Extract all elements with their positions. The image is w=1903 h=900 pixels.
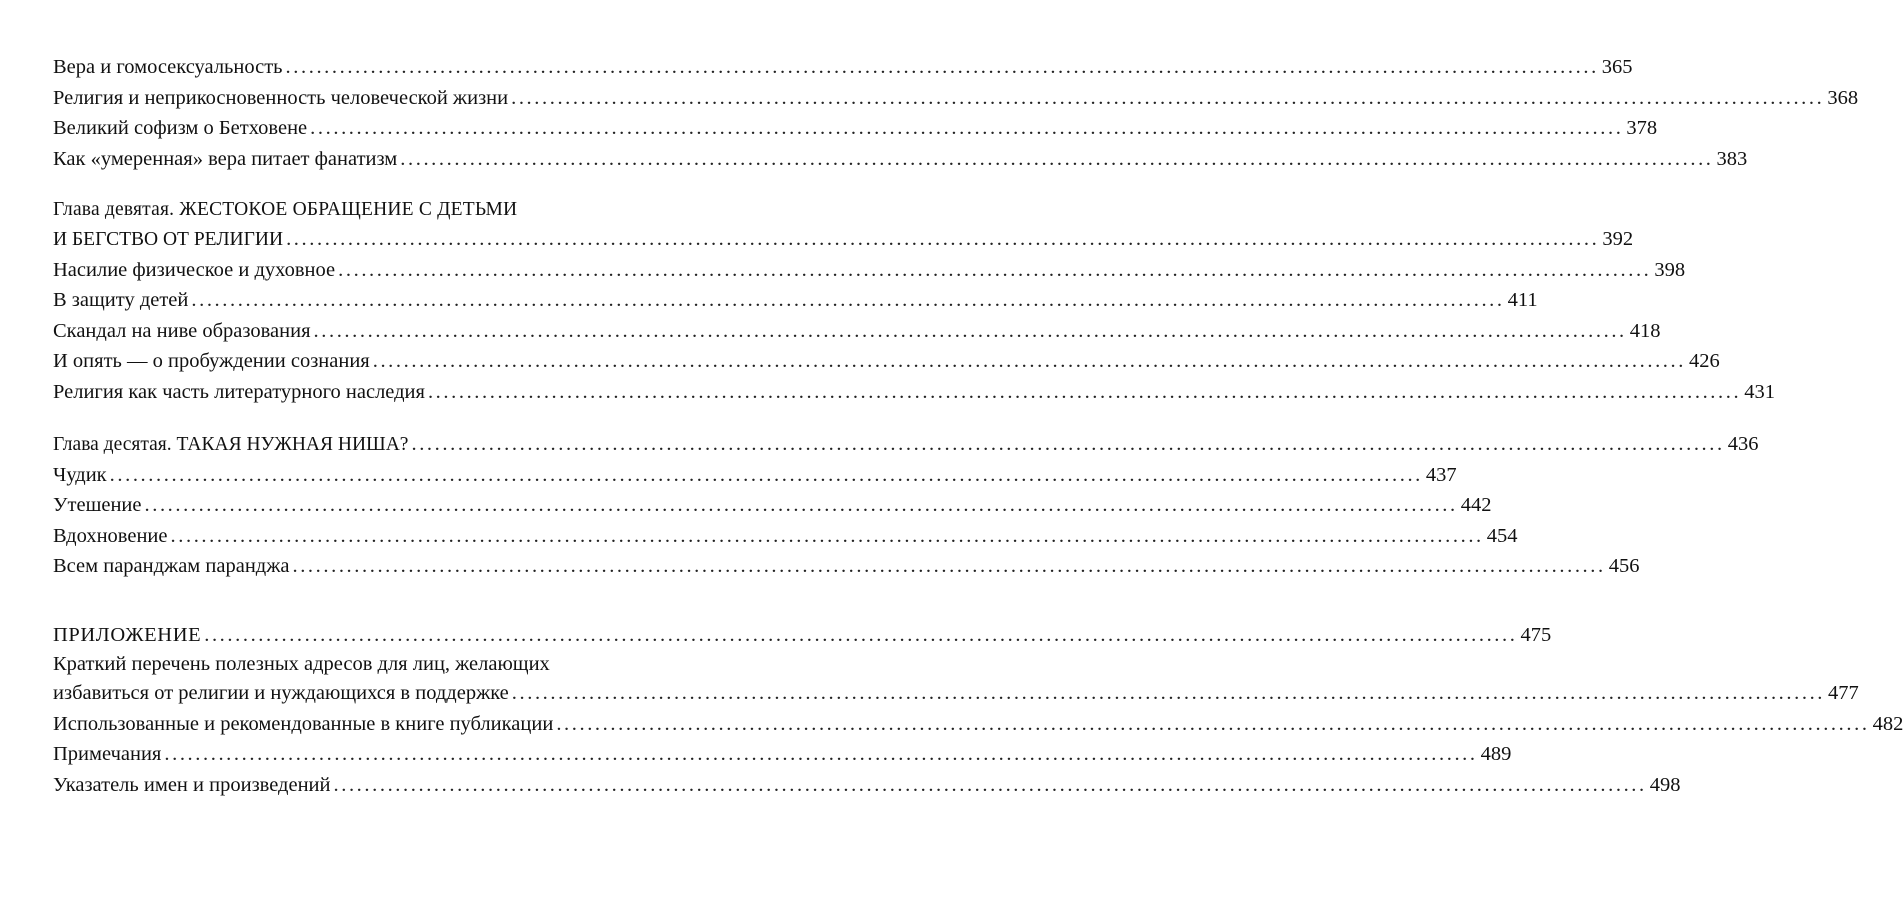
- toc-entry-title: Указатель имен и произведений: [53, 773, 331, 796]
- toc-entry-title: Чудик: [53, 463, 107, 486]
- chapter-page: 392: [1602, 228, 1634, 250]
- toc-entry-title: Религия и неприкосновенность человеческой жизни: [53, 86, 509, 109]
- toc-entry: [53, 377, 1775, 408]
- toc-entry-title: И опять — о пробуждении сознания: [53, 350, 370, 372]
- toc-entry: [53, 709, 1903, 740]
- toc-entry: [53, 770, 1681, 801]
- appendix-heading: [53, 620, 1552, 651]
- toc-entry-page: 456: [1608, 555, 1640, 577]
- dot-leader: [204, 620, 1517, 651]
- toc-entry: [53, 490, 1492, 521]
- dot-leader: [556, 709, 1869, 740]
- toc-entry-title: Вдохновение: [53, 524, 168, 547]
- table-of-contents: [53, 52, 1903, 800]
- toc-entry-title: Скандал на ниве образования: [53, 319, 311, 342]
- dot-leader: [511, 83, 1824, 114]
- dot-leader: [400, 144, 1713, 175]
- toc-entry-page: 411: [1507, 289, 1538, 311]
- dot-leader: [292, 551, 1605, 582]
- toc-entry-title: Как «умеренная» вера питает фанатизм: [53, 147, 398, 170]
- toc-entry-title: Насилие физическое и духовное: [53, 258, 336, 281]
- toc-entry-title: В защиту детей: [53, 289, 189, 311]
- toc-section-appendix: [53, 620, 1903, 801]
- toc-entry: [53, 285, 1538, 316]
- toc-entry: [53, 551, 1640, 582]
- chapter-heading-line-1: Глава девятая. ЖЕСТОКОЕ ОБРАЩЕНИЕ С ДЕТЬМИ: [53, 199, 518, 220]
- chapter-heading: [53, 196, 1634, 255]
- toc-entry: [53, 255, 1686, 286]
- dot-leader: [145, 490, 1458, 521]
- toc-section-chapter-9: [53, 196, 1775, 407]
- toc-entry-page: 489: [1480, 743, 1512, 765]
- dot-leader: [373, 346, 1686, 377]
- toc-entry: [53, 739, 1512, 770]
- dot-leader: [411, 429, 1724, 460]
- toc-entry-page: 368: [1827, 86, 1859, 109]
- dot-leader: [428, 377, 1741, 408]
- dot-leader: [164, 739, 1477, 770]
- toc-entry: [53, 144, 1748, 175]
- toc-entry-title: Примечания: [53, 743, 162, 765]
- dot-leader: [191, 285, 1504, 316]
- toc-entry-title: избавиться от религии и нуждающихся в поддержке: [53, 682, 509, 704]
- toc-entry: [53, 650, 1859, 709]
- appendix-heading-title: ПРИЛОЖЕНИЕ: [53, 623, 202, 646]
- toc-entry-page: 365: [1601, 56, 1633, 78]
- toc-entry-title: Религия как часть литературного наследия: [53, 380, 425, 403]
- dot-leader: [310, 113, 1623, 144]
- toc-entry: [53, 113, 1658, 144]
- toc-entry: [53, 316, 1661, 347]
- dot-leader: [338, 255, 1651, 286]
- dot-leader: [286, 224, 1599, 255]
- appendix-page: 475: [1520, 623, 1552, 646]
- toc-entry-page: 418: [1629, 319, 1661, 342]
- dot-leader: [512, 678, 1825, 709]
- toc-entry-title: Утешение: [53, 494, 142, 516]
- toc-entry-page: 437: [1425, 463, 1457, 486]
- toc-entry: [53, 521, 1518, 552]
- chapter-page: 436: [1727, 433, 1759, 455]
- toc-entry-title: Вера и гомосексуальность: [53, 56, 283, 78]
- toc-entry-page: 477: [1828, 682, 1859, 704]
- dot-leader: [314, 316, 1627, 347]
- dot-leader: [110, 460, 1423, 491]
- toc-entry-page: 378: [1626, 117, 1658, 139]
- toc-entry: [53, 346, 1720, 377]
- chapter-heading-title: Глава десятая. ТАКАЯ НУЖНАЯ НИША?: [53, 434, 409, 455]
- toc-entry-title: Использованные и рекомендованные в книге публикации: [53, 712, 554, 735]
- toc-entry-page: 426: [1688, 350, 1720, 372]
- toc-entry-page: 431: [1744, 380, 1775, 403]
- chapter-heading: [53, 429, 1759, 460]
- toc-entry-title: Великий софизм о Бетховене: [53, 117, 308, 139]
- toc-section-1: [53, 52, 1859, 174]
- toc-entry-page: 383: [1716, 147, 1748, 170]
- toc-entry: [53, 83, 1859, 114]
- toc-section-chapter-10: [53, 429, 1759, 582]
- toc-entry: [53, 52, 1633, 83]
- dot-leader: [334, 770, 1647, 801]
- toc-entry-page: 442: [1460, 494, 1492, 516]
- toc-entry-page: 498: [1649, 773, 1681, 796]
- chapter-heading-line-2: И БЕГСТВО ОТ РЕЛИГИИ: [53, 229, 284, 250]
- toc-entry-title-line-1: Краткий перечень полезных адресов для лиц, желающих: [53, 653, 550, 675]
- toc-entry-page: 454: [1486, 524, 1518, 547]
- toc-entry-page: 482: [1872, 712, 1903, 735]
- toc-entry: [53, 460, 1457, 491]
- toc-entry-page: 398: [1654, 258, 1686, 281]
- toc-entry-title: Всем паранджам паранджа: [53, 555, 290, 577]
- dot-leader: [171, 521, 1484, 552]
- dot-leader: [286, 52, 1599, 83]
